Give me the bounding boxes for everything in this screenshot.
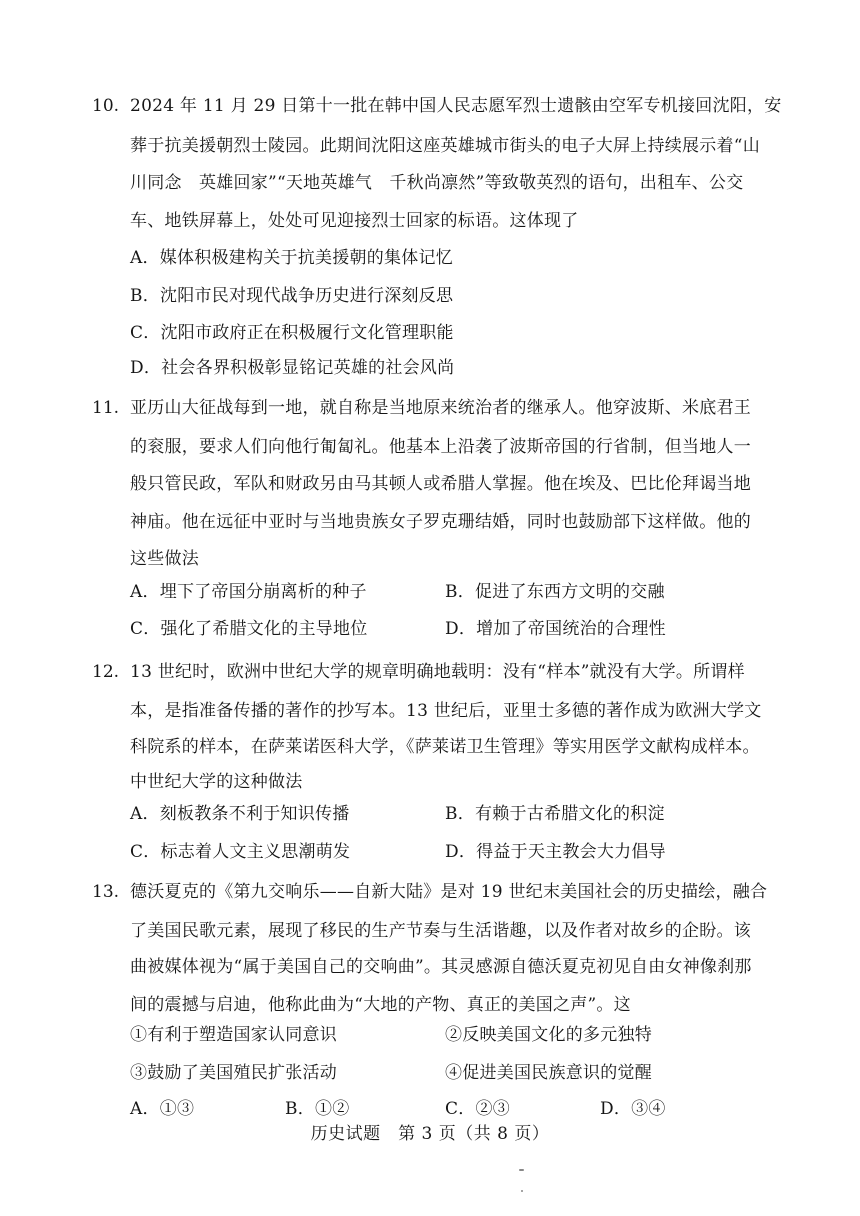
statement-1: ①有利于塑造国家认同意识	[130, 1025, 337, 1045]
question-number: 10.	[92, 96, 120, 116]
option-b: B．沈阳市民对现代战争历史进行深刻反思	[130, 286, 454, 306]
option-c: C．强化了希腊文化的主导地位	[130, 619, 368, 639]
question-number: 13.	[92, 882, 120, 902]
option-b: B．有赖于古希腊文化的积淀	[445, 804, 665, 824]
question-stem-line: 般只管民政，军队和财政另由马其顿人或希腊人掌握。他在埃及、巴比伦拜谒当地	[130, 474, 751, 494]
statement-2: ②反映美国文化的多元独特	[445, 1025, 652, 1045]
option-c: C．②③	[445, 1099, 511, 1119]
question-stem-line: 2024 年 11 月 29 日第十一批在韩中国人民志愿军烈士遗骸由空军专机接回沈阳，安	[130, 96, 782, 116]
question-stem-line: 德沃夏克的《第九交响乐——自新大陆》是对 19 世纪末美国社会的历史描绘，融合	[130, 882, 768, 902]
question-number: 12.	[92, 662, 120, 682]
question-stem-line: 本，是指准备传播的著作的抄写本。13 世纪后，亚里士多德的著作成为欧洲大学文	[130, 701, 762, 721]
scan-speck	[521, 1190, 523, 1192]
statement-3: ③鼓励了美国殖民扩张活动	[130, 1063, 337, 1083]
option-d: D．社会各界积极彰显铭记英雄的社会风尚	[130, 358, 455, 378]
question-stem-line: 亚历山大征战每到一地，就自称是当地原来统治者的继承人。他穿波斯、米底君王	[130, 398, 751, 418]
question-stem-line: 葬于抗美援朝烈士陵园。此期间沈阳这座英雄城市街头的电子大屏上持续展示着“山	[130, 136, 760, 156]
question-stem-line: 神庙。他在远征中亚时与当地贵族女子罗克珊结婚，同时也鼓励部下这样做。他的	[130, 512, 751, 532]
question-stem-line: 了美国民歌元素，展现了移民的生产节奏与生活谐趣，以及作者对故乡的企盼。该	[130, 921, 751, 941]
question-stem-line: 这些做法	[130, 549, 199, 569]
option-d: D．③④	[600, 1099, 666, 1119]
scan-speck	[519, 1169, 524, 1171]
option-c: C．标志着人文主义思潮萌发	[130, 842, 351, 862]
statement-4: ④促进美国民族意识的觉醒	[445, 1063, 652, 1083]
question-stem-line: 曲被媒体视为“属于美国自己的交响曲”。其灵感源自德沃夏克初见自由女神像刹那	[130, 957, 752, 977]
page-footer: 历史试题 第 3 页（共 8 页）	[310, 1124, 550, 1144]
question-stem-line: 13 世纪时，欧洲中世纪大学的规章明确地载明：没有“样本”就没有大学。所谓样	[130, 662, 745, 682]
question-stem-line: 间的震撼与启迪，他称此曲为“大地的产物、真正的美国之声”。这	[130, 995, 631, 1015]
option-d: D．增加了帝国统治的合理性	[445, 619, 666, 639]
option-b: B．①②	[285, 1099, 350, 1119]
question-stem-line: 车、地铁屏幕上，处处可见迎接烈士回家的标语。这体现了	[130, 211, 579, 231]
option-d: D．得益于天主教会大力倡导	[445, 842, 666, 862]
option-a: A．媒体积极建构关于抗美援朝的集体记忆	[130, 248, 454, 268]
question-stem-line: 川同念 英雄回家”“天地英雄气 千秋尚凛然”等致敬英烈的语句，出租车、公交	[130, 173, 744, 193]
option-c: C．沈阳市政府正在积极履行文化管理职能	[130, 323, 454, 343]
option-a: A．①③	[130, 1099, 195, 1119]
option-b: B．促进了东西方文明的交融	[445, 582, 665, 602]
question-stem-line: 科院系的样本，在萨莱诺医科大学，《萨莱诺卫生管理》等实用医学文献构成样本。	[130, 737, 760, 757]
question-stem-line: 的衮服，要求人们向他行匍匐礼。他基本上沿袭了波斯帝国的行省制，但当地人一	[130, 437, 751, 457]
question-number: 11.	[92, 398, 120, 418]
question-stem-line: 中世纪大学的这种做法	[130, 772, 303, 792]
option-a: A．刻板教条不利于知识传播	[130, 804, 350, 824]
option-a: A．埋下了帝国分崩离析的种子	[130, 582, 367, 602]
